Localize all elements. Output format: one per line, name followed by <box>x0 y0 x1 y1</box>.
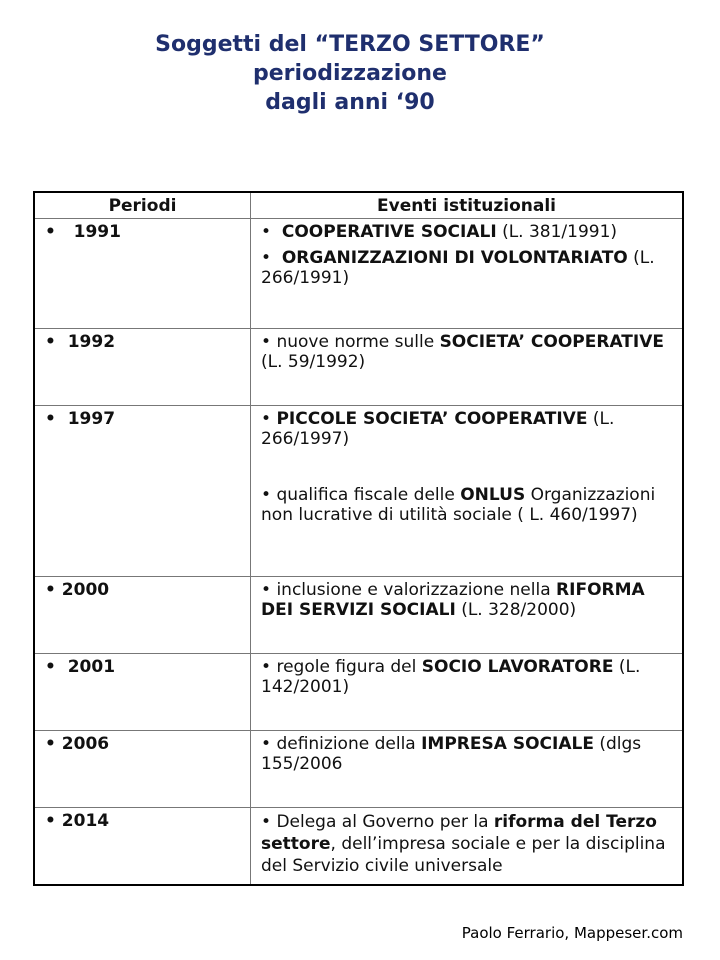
bullet: • <box>45 811 62 831</box>
table-row <box>34 577 683 654</box>
title-line-3: dagli anni ‘90 <box>265 90 435 115</box>
events-table <box>33 191 684 886</box>
period-year: 1992 <box>67 332 116 352</box>
bullet: • <box>45 580 62 600</box>
event-bold: riforma del Terzo settore <box>261 812 657 854</box>
period-cell <box>34 654 251 731</box>
events-cell <box>251 731 683 808</box>
event-text: (L. 266/1991) <box>261 248 655 288</box>
event-item: • definizione della IMPRESA SOCIALE (dlgs 155/2006 <box>261 734 642 774</box>
events-cell <box>251 808 683 885</box>
bullet: • <box>45 409 68 429</box>
event-item: • regole figura del SOCIO LAVORATORE (L. 142/2001) <box>261 657 641 697</box>
event-bold: SOCIETA’ COOPERATIVE <box>439 332 664 352</box>
period-cell <box>34 329 251 406</box>
title-line-2: periodizzazione <box>253 61 447 86</box>
event-bold: ORGANIZZAZIONI DI VOLONTARIATO <box>281 248 628 268</box>
header-periodi: Periodi <box>34 192 251 219</box>
event-item: • COOPERATIVE SOCIALI (L. 381/1991) <box>261 222 618 242</box>
event-bold: SOCIO LAVORATORE <box>421 657 614 677</box>
bullet: • <box>45 222 68 242</box>
title-line-1: Soggetti del “TERZO SETTORE” <box>155 32 545 57</box>
table-row <box>34 219 683 329</box>
bullet: • <box>45 657 68 677</box>
event-bold: PICCOLE SOCIETA’ COOPERATIVE <box>276 409 588 429</box>
table-header-row <box>34 192 683 219</box>
event-bold: COOPERATIVE SOCIALI <box>281 222 497 242</box>
table-row <box>34 329 683 406</box>
event-text: (L. 266/1997) <box>261 409 615 449</box>
period-cell <box>34 406 251 577</box>
period-cell <box>34 577 251 654</box>
event-item: • Delega al Governo per la riforma del Terzo settore, dell’impresa sociale e per la disciplina del Servizio civile universale <box>261 812 666 876</box>
period-cell <box>34 731 251 808</box>
event-text: Organizzazioni non lucrative di utilità sociale ( L. 460/1997) <box>261 485 656 525</box>
bullet: • <box>45 332 68 352</box>
event-text: (L. 59/1992) <box>261 352 366 372</box>
footer-credit: Paolo Ferrario, Mappeser.com <box>461 924 683 942</box>
table-row <box>34 731 683 808</box>
period-year: 2014 <box>61 811 110 831</box>
events-cell <box>251 577 683 654</box>
table-row <box>34 808 683 885</box>
event-text: , dell’impresa sociale e per la disciplina del Servizio civile universale <box>261 834 666 876</box>
period-year: 2000 <box>61 580 110 600</box>
events-cell <box>251 329 683 406</box>
event-bold: IMPRESA SOCIALE <box>421 734 594 754</box>
document-title <box>0 30 700 117</box>
event-item: • inclusione e valorizzazione nella RIFORMA DEI SERVIZI SOCIALI (L. 328/2000) <box>261 580 645 620</box>
events-cell <box>251 219 683 329</box>
event-bold: RIFORMA DEI SERVIZI SOCIALI <box>261 580 645 620</box>
table-row <box>34 654 683 731</box>
period-year: 1997 <box>67 409 116 429</box>
bullet: • <box>45 734 62 754</box>
period-year: 2001 <box>67 657 116 677</box>
event-text: (L. 142/2001) <box>261 657 641 697</box>
event-text: (L. 381/1991) <box>496 222 618 242</box>
event-text: (dlgs 155/2006 <box>261 734 642 774</box>
header-eventi: Eventi istituzionali <box>251 192 683 219</box>
period-year: 1991 <box>73 222 121 242</box>
period-cell <box>34 219 251 329</box>
events-cell <box>251 654 683 731</box>
event-text: (L. 328/2000) <box>455 600 577 620</box>
table-row <box>34 406 683 577</box>
events-cell <box>251 406 683 577</box>
event-item: • ORGANIZZAZIONI DI VOLONTARIATO (L. 266/1991) <box>261 248 655 288</box>
event-item: • qualifica fiscale delle ONLUS Organizzazioni non lucrative di utilità sociale ( L. 460/1997) <box>261 485 656 525</box>
event-bold: ONLUS <box>460 485 526 505</box>
event-item: • PICCOLE SOCIETA’ COOPERATIVE (L. 266/1997) <box>261 409 615 449</box>
period-year: 2006 <box>61 734 110 754</box>
period-cell <box>34 808 251 885</box>
event-item: • nuove norme sulle SOCIETA’ COOPERATIVE (L. 59/1992) <box>261 332 664 372</box>
